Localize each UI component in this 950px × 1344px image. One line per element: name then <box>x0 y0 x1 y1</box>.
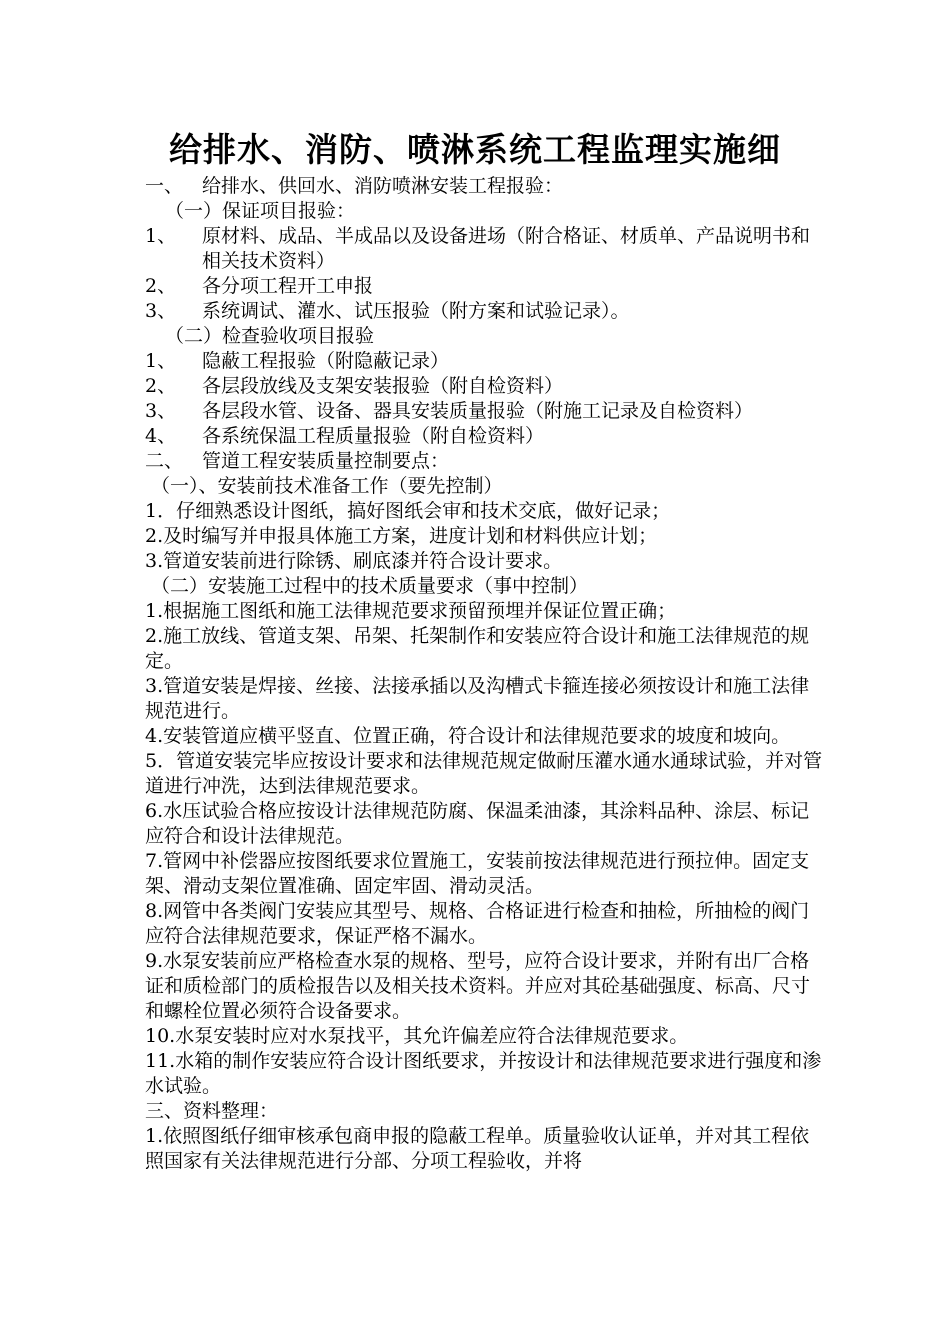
paragraph: 3.管道安装是焊接、丝接、法接承插以及沟槽式卡箍连接必须按设计和施工法律规范进行。 <box>145 675 810 722</box>
section-text: 给排水、供回水、消防喷淋安装工程报验： <box>202 175 564 197</box>
paragraph: 10.水泵安装时应对水泵找平，其允许偏差应符合法律规范要求。 <box>145 1025 689 1047</box>
list-item <box>145 399 825 424</box>
item-number: 4、 <box>145 425 177 447</box>
subsection-heading: （一）保证项目报验： <box>165 200 356 222</box>
list-item <box>145 274 825 299</box>
paragraph: 5．管道安装完毕应按设计要求和法律规范规定做耐压灌水通水通球试验，并对管道进行冲洗，达到法律规范要求。 <box>145 750 823 797</box>
item-text: 各系统保温工程质量报验（附自检资料） <box>202 425 545 447</box>
item-text: 隐蔽工程报验（附隐蔽记录） <box>202 350 450 372</box>
paragraph: 8.网管中各类阀门安装应其型号、规格、合格证进行检查和抽检，所抽检的阀门应符合法律规范要求，保证严格不漏水。 <box>145 900 810 947</box>
item-number: 1、 <box>145 350 177 372</box>
paragraph: 7.管网中补偿器应按图纸要求位置施工，安装前按法律规范进行预拉伸。固定支架、滑动支架位置准确、固定牢固、滑动灵活。 <box>145 850 810 897</box>
paragraph: 9.水泵安装前应严格检查水泵的规格、型号，应符合设计要求，并附有出厂合格证和质检部门的质检报告以及相关技术资料。并应对其砼基础强度、标高、尺寸和螺栓位置必须符合设备要求。 <box>145 950 811 1022</box>
paragraph: 1.根据施工图纸和施工法律规范要求预留预埋并保证位置正确； <box>145 600 677 622</box>
section-heading <box>145 449 825 474</box>
list-item <box>145 374 825 399</box>
section-number: 一、 <box>145 175 184 197</box>
list-item <box>145 224 825 274</box>
paragraph: 1．仔细熟悉设计图纸，搞好图纸会审和技术交底，做好记录； <box>145 500 671 522</box>
document-body <box>145 174 825 1174</box>
paragraph: 4.安装管道应横平竖直、位置正确，符合设计和法律规范要求的坡度和坡向。 <box>145 725 791 747</box>
list-item <box>145 299 825 324</box>
item-text: 原材料、成品、半成品以及设备进场（附合格证、材质单、产品说明书和相关技术资料） <box>202 225 811 272</box>
subsection-heading: （二）检查验收项目报验 <box>165 325 375 347</box>
item-text: 各层段放线及支架安装报验（附自检资料） <box>202 375 564 397</box>
section-text: 管道工程安装质量控制要点： <box>202 450 450 472</box>
item-text: 各分项工程开工申报 <box>202 275 374 297</box>
item-number: 3、 <box>145 400 177 422</box>
subsection-heading: （一）、安装前技术准备工作（要先控制） <box>151 475 503 497</box>
document-title: 给排水、消防、喷淋系统工程监理实施细 <box>169 130 781 169</box>
list-item <box>145 424 825 449</box>
paragraph: 3.管道安装前进行除锈、刷底漆并符合设计要求。 <box>145 550 563 572</box>
section-heading <box>145 174 825 199</box>
section-heading: 三、资料整理： <box>145 1100 279 1122</box>
item-text: 系统调试、灌水、试压报验（附方案和试验记录）。 <box>202 300 630 322</box>
subsection-heading: （二）安装施工过程中的技术质量要求（事中控制） <box>151 575 589 597</box>
list-item <box>145 349 825 374</box>
paragraph: 2.施工放线、管道支架、吊架、托架制作和安装应符合设计和施工法律规范的规定。 <box>145 625 810 672</box>
item-number: 3、 <box>145 300 177 322</box>
paragraph: 2.及时编写并申报具体施工方案，进度计划和材料供应计划； <box>145 525 658 547</box>
item-text: 各层段水管、设备、器具安装质量报验（附施工记录及自检资料） <box>202 400 754 422</box>
item-number: 1、 <box>145 225 177 247</box>
item-number: 2、 <box>145 275 177 297</box>
paragraph: 11.水箱的制作安装应符合设计图纸要求，并按设计和法律规范要求进行强度和渗水试验。 <box>145 1050 822 1097</box>
paragraph: 1.依照图纸仔细审核承包商申报的隐蔽工程单。质量验收认证单，并对其工程依照国家有关法律规范进行分部、分项工程验收，并将 <box>145 1125 810 1172</box>
item-number: 2、 <box>145 375 177 397</box>
section-number: 二、 <box>145 450 184 472</box>
paragraph: 6.水压试验合格应按设计法律规范防腐、保温柔油漆，其涂料品种、涂层、标记应符合和设计法律规范。 <box>145 800 810 847</box>
